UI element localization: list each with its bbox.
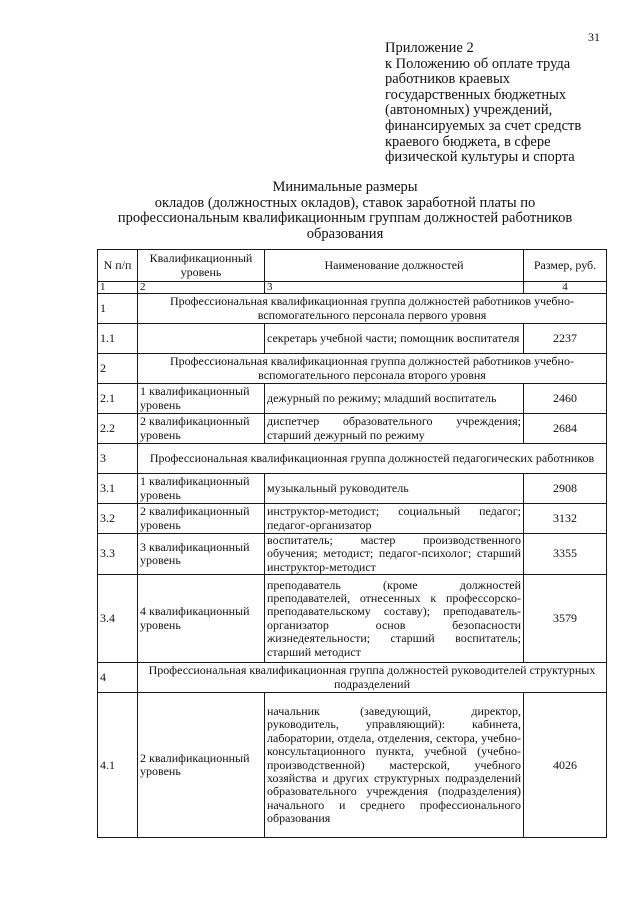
group-row — [98, 354, 607, 384]
row-number: 3.4 — [98, 575, 138, 663]
row-number: 3.2 — [98, 504, 138, 534]
row-size: 2684 — [524, 414, 607, 444]
row-level: 1 квалификационный уровень — [138, 384, 265, 414]
row-level: 4 квалификационный уровень — [138, 575, 265, 663]
salary-table — [97, 249, 607, 838]
group-title: Профессиональная квалификационная группа должностей работников учебно-вспомогательного персонала второго уровня — [138, 354, 607, 384]
appendix-line: государственных бюджетных — [385, 86, 567, 103]
table-row — [98, 384, 607, 414]
column-index-row — [98, 282, 607, 294]
table-row — [98, 504, 607, 534]
row-level: 3 квалификационный уровень — [138, 534, 265, 575]
appendix-line: (автономных) учреждений, — [385, 102, 553, 119]
title-line: окладов (должностных окладов), ставок заработной платы по — [154, 194, 536, 211]
page-number: 31 — [588, 30, 600, 44]
row-size: 2908 — [524, 474, 607, 504]
group-row — [98, 444, 607, 474]
appendix-line: к Положению об оплате труда — [385, 55, 571, 72]
table-row — [98, 474, 607, 504]
row-level — [138, 324, 265, 354]
row-level: 2 квалификационный уровень — [138, 693, 265, 838]
title-line: профессиональным квалификационным группам должностей работников — [117, 210, 573, 227]
group-number: 4 — [98, 663, 138, 693]
appendix-line: финансируемых за счет средств — [385, 117, 582, 134]
row-size: 4026 — [524, 693, 607, 838]
row-positions: преподаватель (кроме должностей преподавателей, отнесенных к профессорско-преподавательскому составу); преподаватель-организатор основ безопасности жизнедеятельности; старший воспитатель; старший методист — [265, 575, 524, 663]
row-number: 3.1 — [98, 474, 138, 504]
row-size: 3355 — [524, 534, 607, 575]
table-row — [98, 324, 607, 354]
column-index: 4 — [524, 282, 607, 294]
row-level: 2 квалификационный уровень — [138, 414, 265, 444]
row-size: 3579 — [524, 575, 607, 663]
row-size: 2237 — [524, 324, 607, 354]
row-positions: секретарь учебной части; помощник воспитателя — [265, 324, 524, 354]
appendix-line: физической культуры и спорта — [385, 149, 575, 166]
table-row — [98, 414, 607, 444]
row-positions: воспитатель; мастер производственного обучения; методист; педагог-психолог; старший инструктор-методист — [265, 534, 524, 575]
row-positions: музыкальный руководитель — [265, 474, 524, 504]
table-row — [98, 575, 607, 663]
table-header-row — [98, 250, 607, 282]
table-row — [98, 534, 607, 575]
row-number: 4.1 — [98, 693, 138, 838]
row-size: 3132 — [524, 504, 607, 534]
group-number: 3 — [98, 444, 138, 474]
group-number: 2 — [98, 354, 138, 384]
title-line: образования — [306, 225, 384, 242]
row-positions: диспетчер образовательного учреждения; старший дежурный по режиму — [265, 414, 524, 444]
appendix-line: краевого бюджета, в сфере — [385, 133, 551, 150]
group-number: 1 — [98, 294, 138, 324]
document-title — [95, 180, 595, 242]
row-number: 2.2 — [98, 414, 138, 444]
row-number: 1.1 — [98, 324, 138, 354]
row-size: 2460 — [524, 384, 607, 414]
header-level: Квалификационный уровень — [138, 250, 265, 282]
title-line: Минимальные размеры — [272, 179, 418, 195]
header-num: N п/п — [98, 250, 138, 282]
column-index: 2 — [138, 282, 265, 294]
appendix-line: Приложение 2 — [385, 40, 474, 56]
group-title: Профессиональная квалификационная группа должностей работников учебно-вспомогательного персонала первого уровня — [138, 294, 607, 324]
group-title: Профессиональная квалификационная группа должностей руководителей структурных подразделений — [138, 663, 607, 693]
group-row — [98, 294, 607, 324]
header-position: Наименование должностей — [265, 250, 524, 282]
table-row — [98, 693, 607, 838]
group-title: Профессиональная квалификационная группа должностей педагогических работников — [138, 444, 607, 474]
row-positions: начальник (заведующий, директор, руководитель, управляющий): кабинета, лаборатории, отдела, отделения, сектора, учебно-консультационного пункта, учебной (учебно-производственной) мастерской, учебного хозяйства и других структурных подразделений образовательного учреждения (подразделения) начального и среднего профессионального образования — [265, 693, 524, 838]
column-index: 3 — [265, 282, 524, 294]
row-number: 3.3 — [98, 534, 138, 575]
appendix-header — [385, 41, 625, 166]
row-level: 1 квалификационный уровень — [138, 474, 265, 504]
row-positions: дежурный по режиму; младший воспитатель — [265, 384, 524, 414]
column-index: 1 — [98, 282, 138, 294]
header-size: Размер, руб. — [524, 250, 607, 282]
row-level: 2 квалификационный уровень — [138, 504, 265, 534]
row-positions: инструктор-методист; социальный педагог; педагог-организатор — [265, 504, 524, 534]
appendix-line: работников краевых — [385, 71, 511, 88]
group-row — [98, 663, 607, 693]
row-number: 2.1 — [98, 384, 138, 414]
